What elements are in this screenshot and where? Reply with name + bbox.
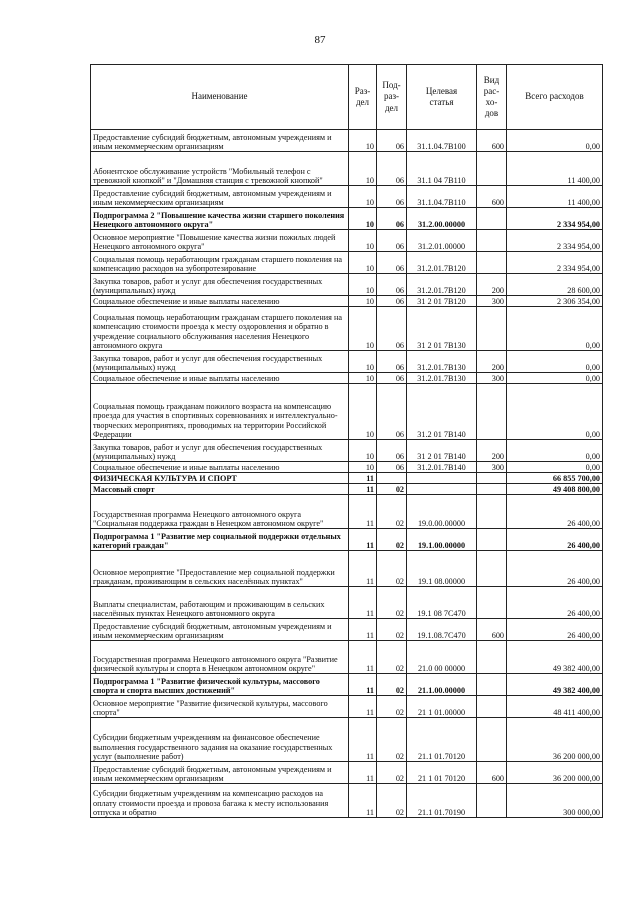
row-total: 300 000,00 (507, 784, 603, 818)
row-vid: 600 (477, 186, 507, 208)
row-total: 0,00 (507, 440, 603, 462)
row-podrazdel: 06 (377, 208, 407, 230)
row-target: 31.2.01.7В130 (407, 351, 477, 373)
budget-table (90, 64, 603, 818)
table-row (91, 495, 603, 529)
row-total: 11 400,00 (507, 186, 603, 208)
row-name: ФИЗИЧЕСКАЯ КУЛЬТУРА И СПОРТ (91, 473, 349, 484)
row-name: Предоставление субсидий бюджетным, автономным учреждениям и иным некоммерческим организациям (91, 762, 349, 784)
row-name: Государственная программа Ненецкого автономного округа "Развитие физической культуры и спорта в Ненецком автономном округе" (91, 641, 349, 674)
row-razdel: 11 (349, 641, 377, 674)
row-podrazdel: 06 (377, 384, 407, 440)
row-vid (477, 484, 507, 495)
table-row (91, 296, 603, 307)
table-row (91, 641, 603, 674)
row-vid: 200 (477, 440, 507, 462)
row-podrazdel: 02 (377, 529, 407, 551)
row-total: 2 334 954,00 (507, 208, 603, 230)
row-target: 31 2 01 7В140 (407, 440, 477, 462)
header-vid-text: Вид рас- хо- дов (483, 74, 500, 119)
table-row (91, 373, 603, 384)
row-vid (477, 674, 507, 696)
row-name: Выплаты специалистам, работающим и проживающим в сельских населённых пунктах Ненецкого автономного округа (91, 587, 349, 619)
table-row (91, 484, 603, 495)
row-vid (477, 473, 507, 484)
row-podrazdel: 06 (377, 307, 407, 351)
row-name: Основное мероприятие "Развитие физической культуры, массового спорта" (91, 696, 349, 718)
row-total: 28 600,00 (507, 274, 603, 296)
row-razdel: 10 (349, 384, 377, 440)
row-razdel: 10 (349, 208, 377, 230)
row-razdel: 10 (349, 252, 377, 274)
row-name: Субсидии бюджетным учреждениям на финансовое обеспечение выполнения государственного задания на оказание государственных услуг (выполнение работ) (91, 718, 349, 762)
row-podrazdel: 06 (377, 373, 407, 384)
row-podrazdel: 02 (377, 619, 407, 641)
row-name: Закупка товаров, работ и услуг для обеспечения государственных (муниципальных) нужд (91, 274, 349, 296)
row-target: 31 2 01 7В130 (407, 307, 477, 351)
row-target: 19.0.00.00000 (407, 495, 477, 529)
row-name: Предоставление субсидий бюджетным, автономным учреждениям и иным некоммерческим организациям (91, 186, 349, 208)
table-row (91, 619, 603, 641)
row-name: Абонентское обслуживание устройств "Мобильный телефон с тревожной кнопкой" и "Домашняя станция с тревожной кнопкой" (91, 152, 349, 186)
row-razdel: 10 (349, 440, 377, 462)
row-vid (477, 384, 507, 440)
page-number: 87 (314, 34, 326, 46)
row-razdel: 11 (349, 551, 377, 587)
table-row (91, 473, 603, 484)
row-podrazdel: 02 (377, 551, 407, 587)
row-name: Социальное обеспечение и иные выплаты населению (91, 373, 349, 384)
row-total: 66 855 700,00 (507, 473, 603, 484)
row-vid: 200 (477, 351, 507, 373)
table-row (91, 587, 603, 619)
row-total: 0,00 (507, 462, 603, 473)
row-target: 31.1.04.7В100 (407, 130, 477, 152)
row-podrazdel (377, 473, 407, 484)
row-podrazdel: 02 (377, 587, 407, 619)
table-row (91, 152, 603, 186)
table-row (91, 696, 603, 718)
row-razdel: 11 (349, 718, 377, 762)
row-total: 26 400,00 (507, 587, 603, 619)
row-vid: 300 (477, 373, 507, 384)
row-target: 21.1 01.70120 (407, 718, 477, 762)
row-total: 2 306 354,00 (507, 296, 603, 307)
row-vid (477, 208, 507, 230)
table-row (91, 462, 603, 473)
row-razdel: 10 (349, 152, 377, 186)
table-row (91, 440, 603, 462)
row-podrazdel: 02 (377, 784, 407, 818)
row-razdel: 10 (349, 462, 377, 473)
table-row (91, 762, 603, 784)
row-total: 11 400,00 (507, 152, 603, 186)
row-name: Подпрограмма 1 "Развитие мер социальной поддержки отдельных категорий граждан" (91, 529, 349, 551)
row-name: Социальное обеспечение и иные выплаты населению (91, 296, 349, 307)
row-razdel: 11 (349, 529, 377, 551)
row-name: Социальная помощь неработающим гражданам старшего поколения на компенсацию расходов на зубопротезирование (91, 252, 349, 274)
row-podrazdel: 02 (377, 718, 407, 762)
row-name: Социальная помощь неработающим гражданам старшего поколения на компенсацию стоимости проезда к месту оздоровления и обратно в учреждение социального обслуживания населения Ненецкого автономного округа (91, 307, 349, 351)
row-total: 26 400,00 (507, 619, 603, 641)
row-target: 21.1.00.00000 (407, 674, 477, 696)
row-total: 2 334 954,00 (507, 230, 603, 252)
table-body (91, 130, 603, 818)
row-name: Подпрограмма 2 "Повышение качества жизни старшего поколения Ненецкого автономного округа" (91, 208, 349, 230)
table-row (91, 230, 603, 252)
header-razdel-text: Раз- дел (354, 85, 371, 107)
row-podrazdel: 02 (377, 495, 407, 529)
row-target: 31.2.01.7В130 (407, 373, 477, 384)
row-name: Предоставление субсидий бюджетным, автономным учреждениям и иным некоммерческим организациям (91, 619, 349, 641)
row-name: Государственная программа Ненецкого автономного округа "Социальная поддержка граждан в Ненецком автономном округе" (91, 495, 349, 529)
row-vid: 300 (477, 462, 507, 473)
row-razdel: 11 (349, 619, 377, 641)
table-row (91, 130, 603, 152)
row-razdel: 10 (349, 351, 377, 373)
row-podrazdel: 06 (377, 462, 407, 473)
row-name: Основное мероприятие "Предоставление мер социальной поддержки гражданам, проживающим в сельских населённых пунктах" (91, 551, 349, 587)
row-total: 36 200 000,00 (507, 718, 603, 762)
row-name: Массовый спорт (91, 484, 349, 495)
header-vid (477, 65, 507, 130)
row-razdel: 10 (349, 230, 377, 252)
row-total: 0,00 (507, 384, 603, 440)
row-vid (477, 252, 507, 274)
row-vid: 600 (477, 619, 507, 641)
row-razdel: 11 (349, 495, 377, 529)
row-razdel: 11 (349, 762, 377, 784)
table-row (91, 674, 603, 696)
row-podrazdel: 06 (377, 230, 407, 252)
row-total: 26 400,00 (507, 551, 603, 587)
row-vid (477, 718, 507, 762)
header-name-text: Наименование (191, 91, 248, 102)
row-total: 0,00 (507, 130, 603, 152)
row-target: 31.1 04 7В110 (407, 152, 477, 186)
row-podrazdel: 06 (377, 186, 407, 208)
row-razdel: 11 (349, 784, 377, 818)
row-name: Субсидии бюджетным учреждениям на компенсацию расходов на оплату стоимости проезда и провоза багажа к месту использования отпуска и обратно (91, 784, 349, 818)
row-vid (477, 784, 507, 818)
row-vid (477, 152, 507, 186)
row-total: 49 382 400,00 (507, 674, 603, 696)
row-target: 19.1.08.7С470 (407, 619, 477, 641)
row-name: Предоставление субсидий бюджетным, автономным учреждениям и иным некоммерческим организациям (91, 130, 349, 152)
row-podrazdel: 06 (377, 274, 407, 296)
row-razdel: 10 (349, 186, 377, 208)
row-vid (477, 495, 507, 529)
header-podrazdel (377, 65, 407, 130)
row-total: 26 400,00 (507, 529, 603, 551)
table-row (91, 351, 603, 373)
row-target: 21.0 00 00000 (407, 641, 477, 674)
row-target: 31 2 01 7В120 (407, 296, 477, 307)
header-total-text: Всего расходов (525, 91, 584, 102)
table-row (91, 529, 603, 551)
row-target: 19.1 08 7С470 (407, 587, 477, 619)
row-total: 26 400,00 (507, 495, 603, 529)
row-razdel: 10 (349, 274, 377, 296)
row-target: 31.2.00.00000 (407, 208, 477, 230)
row-podrazdel: 06 (377, 152, 407, 186)
row-podrazdel: 06 (377, 252, 407, 274)
row-vid (477, 587, 507, 619)
row-target: 31.2.01.00000 (407, 230, 477, 252)
row-total: 36 200 000,00 (507, 762, 603, 784)
row-podrazdel: 02 (377, 484, 407, 495)
row-podrazdel: 06 (377, 130, 407, 152)
row-total: 49 408 800,00 (507, 484, 603, 495)
row-total: 49 382 400,00 (507, 641, 603, 674)
row-razdel: 11 (349, 674, 377, 696)
table-row (91, 551, 603, 587)
row-name: Социальная помощь гражданам пожилого возраста на компенсацию проезда для участия в спортивных соревнованиях и интеллектуально-творческих мероприятиях, проводимых на территории Российской Федерации (91, 384, 349, 440)
row-podrazdel: 06 (377, 351, 407, 373)
row-podrazdel: 02 (377, 674, 407, 696)
row-total: 0,00 (507, 307, 603, 351)
table-row (91, 252, 603, 274)
row-razdel: 11 (349, 696, 377, 718)
row-vid: 600 (477, 130, 507, 152)
row-target (407, 484, 477, 495)
row-name: Закупка товаров, работ и услуг для обеспечения государственных (муниципальных) нужд (91, 351, 349, 373)
row-target: 31.2.01.7В120 (407, 274, 477, 296)
row-podrazdel: 02 (377, 762, 407, 784)
row-podrazdel: 06 (377, 296, 407, 307)
row-razdel: 11 (349, 473, 377, 484)
row-vid (477, 529, 507, 551)
row-razdel: 11 (349, 484, 377, 495)
row-podrazdel: 06 (377, 440, 407, 462)
row-vid (477, 307, 507, 351)
row-target: 21 1 01 70120 (407, 762, 477, 784)
row-target: 31.2 01 7В140 (407, 384, 477, 440)
header-razdel (349, 65, 377, 130)
row-podrazdel: 02 (377, 641, 407, 674)
row-razdel: 10 (349, 296, 377, 307)
table-row (91, 186, 603, 208)
header-target (407, 65, 477, 130)
row-target: 31.2.01.7В140 (407, 462, 477, 473)
table-row (91, 307, 603, 351)
row-razdel: 10 (349, 307, 377, 351)
header-podrazdel-text: Под- раз- дел (382, 80, 401, 113)
row-razdel: 11 (349, 587, 377, 619)
row-total: 48 411 400,00 (507, 696, 603, 718)
row-target: 31.2.01.7В120 (407, 252, 477, 274)
header-name (91, 65, 349, 130)
row-total: 2 334 954,00 (507, 252, 603, 274)
row-name: Закупка товаров, работ и услуг для обеспечения государственных (муниципальных) нужд (91, 440, 349, 462)
row-name: Социальное обеспечение и иные выплаты населению (91, 462, 349, 473)
table-header-row (91, 65, 603, 130)
row-target: 31.1.04.7В110 (407, 186, 477, 208)
table-row (91, 718, 603, 762)
row-vid: 200 (477, 274, 507, 296)
row-vid (477, 641, 507, 674)
header-total (507, 65, 603, 130)
row-vid: 300 (477, 296, 507, 307)
row-vid (477, 230, 507, 252)
row-target: 19.1.00.00000 (407, 529, 477, 551)
table-row (91, 208, 603, 230)
row-vid (477, 696, 507, 718)
table-row (91, 784, 603, 818)
row-target: 21 1 01.00000 (407, 696, 477, 718)
row-target: 19.1 08.00000 (407, 551, 477, 587)
header-target-text: Целевая статья (425, 85, 458, 107)
row-vid (477, 551, 507, 587)
row-vid: 600 (477, 762, 507, 784)
row-target: 21.1 01.70190 (407, 784, 477, 818)
table-row (91, 384, 603, 440)
row-total: 0,00 (507, 351, 603, 373)
row-name: Подпрограмма 1 "Развитие физической культуры, массового спорта и спорта высших достижений" (91, 674, 349, 696)
row-razdel: 10 (349, 130, 377, 152)
row-target (407, 473, 477, 484)
row-razdel: 10 (349, 373, 377, 384)
row-total: 0,00 (507, 373, 603, 384)
table-row (91, 274, 603, 296)
row-podrazdel: 02 (377, 696, 407, 718)
row-name: Основное мероприятие "Повышение качества жизни пожилых людей Ненецкого автономного округа" (91, 230, 349, 252)
